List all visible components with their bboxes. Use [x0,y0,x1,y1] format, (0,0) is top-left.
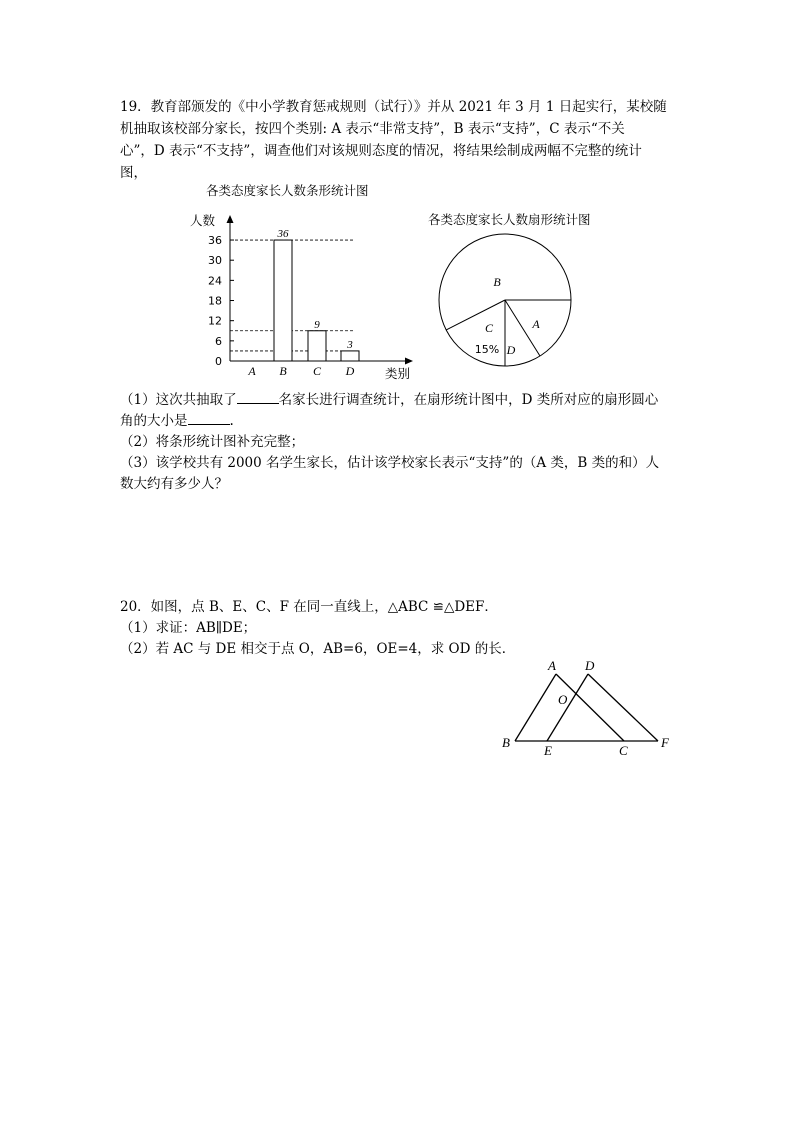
label-e: E [544,743,552,758]
q19-line-2: 机抽取该校部分家长，按四个类别: A 表示“非常支持”，B 表示“支持”，C 表示“不关 [120,121,625,137]
slice-percent-c: 15% [474,343,500,356]
category-label-a: A [248,364,256,378]
y-tick-label: 0 [215,355,222,368]
x-axis-label: 类别 [385,366,411,381]
bar-b [274,240,292,361]
answer-blank-count[interactable] [237,390,279,404]
q20-line-2: （1）求证：AB∥DE； [120,620,257,636]
segment-ac [556,674,624,741]
label-a: A [548,658,556,673]
q19-line-1: 19．教育部颁发的《中小学教育惩戒规则（试行）》并从 2021 年 3 月 1 日起实行，某校随 [120,99,667,115]
slice-label-b: B [493,275,501,289]
segment-ab [515,674,556,741]
x-axis-arrow [405,358,413,365]
bar-c [308,331,326,361]
y-tick-label: 24 [208,274,222,288]
q19-sub2: （2）将条形统计图补充完整； [120,434,305,450]
label-b: B [502,735,510,750]
category-label-d: D [345,364,355,378]
q20-line-3: （2）若 AC 与 DE 相交于点 O，AB=6，OE=4，求 OD 的长． [120,641,516,657]
label-c: C [619,743,628,758]
q19-line-4: 图， [120,165,147,181]
pie-chart [425,205,625,370]
q19-sub1-text-d: . [229,413,234,429]
answer-blank-angle[interactable] [188,411,230,425]
segment-de [547,674,588,741]
slice-label-c: C [484,321,494,335]
q19-line-3: 心”，D 表示“不支持”，调查他们对该规则态度的情况，将结果绘制成两幅不完整的统计 [120,143,642,159]
category-label-b: B [279,364,287,378]
y-tick-label: 6 [215,334,222,348]
q19-sub1-text-c: 角的大小是 [120,413,188,429]
bar-label-c: 9 [314,318,320,331]
bar-label-d: 3 [347,338,353,351]
y-axis-arrow [227,215,234,223]
category-label-c: C [312,364,322,378]
label-d: D [585,658,595,673]
q19-sub3-line1: （3）该学校共有 2000 名学生家长，估计该学校家长表示“支持”的（A 类，B 类的和）人 [120,455,660,471]
segment-df [588,674,658,741]
q19-sub3-line2: 数大约有多少人？ [120,476,228,492]
y-axis-label: 人数 [190,213,216,228]
triangle-figure [495,655,685,765]
q20-line-1: 20．如图，点 B、E、C、F 在同一直线上，△ABC ≌△DEF． [120,599,498,615]
y-tick-label: 12 [208,314,222,328]
bar-chart-title: 各类态度家长人数条形统计图 [206,183,369,198]
pie-chart-title: 各类态度家长人数扇形统计图 [428,212,591,227]
q19-sub1-line1 [120,390,658,410]
slice-label-d: D [506,343,516,357]
bar-d [341,351,359,361]
label-o: O [558,692,568,707]
slice-label-a: A [532,317,540,331]
bar-chart [180,178,430,383]
q19-sub1-text-a: （1）这次共抽取了 [120,392,237,408]
y-tick-label: 30 [208,254,222,268]
y-tick-label: 18 [208,294,222,308]
y-tick-label: 36 [208,234,222,248]
q19-sub1-text-b: 名家长进行调查统计，在扇形统计图中，D 类所对应的扇形圆心 [278,392,659,408]
bar-label-b: 36 [277,228,289,241]
q19-sub1-line2 [120,411,234,431]
label-f: F [661,735,669,750]
